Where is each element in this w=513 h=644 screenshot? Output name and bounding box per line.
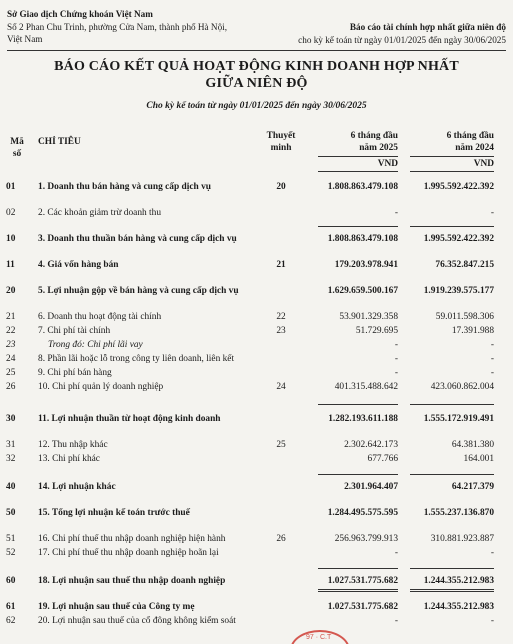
cell-ma: 52 (6, 548, 16, 558)
cell-tm: 26 (276, 534, 286, 544)
table-row (0, 413, 513, 426)
cell-ma: 02 (6, 208, 16, 218)
unit-2024-underline (410, 171, 494, 172)
cell-ct: 9. Chi phí bán hàng (38, 368, 112, 378)
cell-tm: 24 (276, 382, 286, 392)
cell-ma: 11 (6, 260, 15, 270)
cell-v24: 64.381.380 (451, 440, 494, 450)
cell-ct: 7. Chi phí tài chính (38, 326, 111, 336)
cell-ct: 6. Doanh thu hoạt động tài chính (38, 312, 162, 322)
cell-v24: - (490, 368, 494, 378)
total-separator (410, 589, 494, 590)
cell-v24: 1.995.592.422.392 (423, 182, 494, 192)
cell-ct: 3. Doanh thu thuần bán hàng và cung cấp dịch vụ (38, 234, 237, 244)
cell-ma: 31 (6, 440, 16, 450)
cell-v25: 256.963.799.913 (334, 534, 398, 544)
cell-v24: 59.011.598.306 (435, 312, 494, 322)
cell-ma: 32 (6, 454, 16, 464)
cell-ct: 2. Các khoản giảm trừ doanh thu (38, 208, 162, 218)
table-row (0, 367, 513, 380)
cell-v25: 51.729.695 (355, 326, 398, 336)
cell-v25: 1.284.495.575.595 (327, 508, 398, 518)
total-separator (318, 474, 398, 475)
cell-v25: - (394, 368, 398, 378)
cell-ct: 18. Lợi nhuận sau thuế thu nhập doanh nghiệp (38, 576, 226, 586)
total-separator (318, 589, 398, 590)
cell-ma: 50 (6, 508, 16, 518)
cell-ct: 4. Giá vốn hàng bán (38, 260, 119, 270)
total-separator (318, 568, 398, 569)
table-row (0, 381, 513, 394)
page-title: BÁO CÁO KẾT QUẢ HOẠT ĐỘNG KINH DOANH HỢP NHẤT (54, 59, 459, 74)
org-address-1: Số 2 Phan Chu Trinh, phường Cửa Nam, thành phố Hà Nội, (7, 21, 228, 32)
cell-tm: 23 (276, 326, 286, 336)
total-separator (410, 226, 494, 227)
col-header-item: CHỈ TIÊU (38, 137, 81, 147)
cell-v25: 1.027.531.775.682 (327, 602, 398, 612)
table-row (0, 285, 513, 298)
cell-v24: 1.555.172.919.491 (423, 414, 494, 424)
col-2024-underline (410, 156, 494, 157)
cell-v25: 1.027.531.775.682 (327, 576, 398, 586)
cell-ma: 30 (6, 414, 16, 424)
cell-v25: - (394, 208, 398, 218)
company-seal: 97 · C.T (290, 630, 350, 644)
cell-v24: - (490, 616, 494, 626)
col-2025-underline (318, 156, 398, 157)
cell-tm: 20 (276, 182, 286, 192)
cell-ma: 40 (6, 482, 16, 492)
table-row (0, 259, 513, 272)
cell-v25: - (394, 354, 398, 364)
table-row (0, 353, 513, 366)
cell-v24: 1.555.237.136.870 (423, 508, 494, 518)
cell-ma: 62 (6, 616, 16, 626)
cell-v24: 1.919.239.575.177 (423, 286, 494, 296)
cell-v24: - (490, 548, 494, 558)
header-divider (7, 50, 506, 51)
table-row (0, 507, 513, 520)
cell-v24: 1.244.355.212.983 (423, 576, 494, 586)
cell-v24: 76.352.847.215 (435, 260, 494, 270)
cell-v25: 1.808.863.479.108 (327, 234, 398, 244)
table-row (0, 181, 513, 194)
cell-v25: 1.808.863.479.108 (327, 182, 398, 192)
header-right (298, 21, 506, 46)
table-row (0, 601, 513, 614)
cell-v25: 2.302.642.173 (344, 440, 398, 450)
cell-ma: 26 (6, 382, 16, 392)
unit-2024: VND (473, 159, 494, 169)
table-row (0, 439, 513, 452)
cell-ma: 25 (6, 368, 16, 378)
col-header-2025: 6 tháng đầu năm 2025 (350, 131, 398, 153)
total-separator (318, 591, 398, 592)
unit-2025-underline (318, 171, 398, 172)
cell-v24: - (490, 340, 494, 350)
cell-ct: 8. Phần lãi hoặc lỗ trong công ty liên doanh, liên kết (38, 354, 235, 364)
cell-ct: 1. Doanh thu bán hàng và cung cấp dịch vụ (38, 182, 211, 192)
cell-ct: 20. Lợi nhuận sau thuế của cổ đông không kiểm soát (38, 616, 236, 626)
table-row (0, 453, 513, 466)
cell-ma: 10 (6, 234, 16, 244)
col-header-code: Mã số (10, 137, 24, 159)
table-row (0, 233, 513, 246)
table-row (0, 481, 513, 494)
cell-v25: 1.629.659.500.167 (327, 286, 398, 296)
cell-ct: 13. Chi phí khác (38, 454, 100, 464)
cell-v25: 179.203.978.941 (334, 260, 398, 270)
cell-ct: 17. Chi phí thuế thu nhập doanh nghiệp hoãn lại (38, 548, 219, 558)
cell-v25: 677.766 (367, 454, 398, 464)
cell-ma: 22 (6, 326, 16, 336)
total-separator (318, 404, 398, 405)
cell-ct: 14. Lợi nhuận khác (38, 482, 116, 492)
table-row (0, 615, 513, 628)
org-address-2: Việt Nam (7, 34, 43, 44)
table-row (0, 311, 513, 324)
cell-ma: 20 (6, 286, 16, 296)
cell-v24: 17.391.988 (451, 326, 494, 336)
page-subtitle: GIỮA NIÊN ĐỘ (205, 76, 308, 91)
cell-ma: 01 (6, 182, 16, 192)
cell-ma: 23 (6, 340, 16, 350)
cell-ma: 24 (6, 354, 16, 364)
cell-v25: 53.901.329.358 (339, 312, 398, 322)
cell-ct: 5. Lợi nhuận gộp về bán hàng và cung cấp dịch vụ (38, 286, 239, 296)
cell-ma: 61 (6, 602, 16, 612)
cell-tm: 22 (276, 312, 286, 322)
cell-v24: 310.881.923.887 (430, 534, 494, 544)
col-header-note: Thuyết minh (266, 131, 296, 153)
cell-tm: 25 (276, 440, 286, 450)
col-header-2024: 6 tháng đầu năm 2024 (446, 131, 494, 153)
cell-v24: 64.217.379 (451, 482, 494, 492)
total-separator (410, 568, 494, 569)
cell-ma: 21 (6, 312, 16, 322)
cell-ct: 19. Lợi nhuận sau thuế của Công ty mẹ (38, 602, 195, 612)
cell-v25: - (394, 340, 398, 350)
cell-v25: - (394, 548, 398, 558)
table-row (0, 339, 513, 352)
cell-v24: - (490, 354, 494, 364)
cell-v24: 1.995.592.422.392 (423, 234, 494, 244)
header-left (7, 8, 227, 46)
period-caption: Cho kỳ kế toán từ ngày 01/01/2025 đến ngày 30/06/2025 (146, 101, 367, 111)
cell-v25: 1.282.193.611.188 (328, 414, 398, 424)
report-name: Báo cáo tài chính hợp nhất giữa niên độ (349, 22, 506, 32)
unit-2025: VND (377, 159, 398, 169)
cell-ct: 15. Tổng lợi nhuận kế toán trước thuế (38, 508, 190, 518)
total-separator (410, 474, 494, 475)
cell-ct: 10. Chi phí quản lý doanh nghiệp (38, 382, 164, 392)
report-period: cho kỳ kế toán từ ngày 01/01/2025 đến ngày 30/06/2025 (298, 34, 506, 45)
table-row (0, 207, 513, 220)
cell-v24: - (490, 208, 494, 218)
cell-v24: 1.244.355.212.983 (423, 602, 494, 612)
cell-v25: 2.301.964.407 (344, 482, 398, 492)
total-separator (318, 226, 398, 227)
table-row (0, 533, 513, 546)
cell-v25: - (394, 616, 398, 626)
cell-ct: Trong đó: Chi phí lãi vay (48, 340, 143, 350)
cell-v25: 401.315.488.642 (334, 382, 398, 392)
table-row (0, 547, 513, 560)
cell-v24: 164.001 (463, 454, 494, 464)
table-row (0, 325, 513, 338)
cell-ma: 51 (6, 534, 16, 544)
cell-ma: 60 (6, 576, 16, 586)
cell-ct: 12. Thu nhập khác (38, 440, 108, 450)
cell-v24: 423.060.862.004 (430, 382, 494, 392)
total-separator (410, 404, 494, 405)
cell-tm: 21 (276, 260, 286, 270)
total-separator (410, 591, 494, 592)
org-name: Sở Giao dịch Chứng khoán Việt Nam (7, 9, 153, 19)
cell-ct: 16. Chi phí thuế thu nhập doanh nghiệp hiện hành (38, 534, 226, 544)
cell-ct: 11. Lợi nhuận thuần từ hoạt động kinh doanh (38, 414, 221, 424)
table-row (0, 575, 513, 588)
